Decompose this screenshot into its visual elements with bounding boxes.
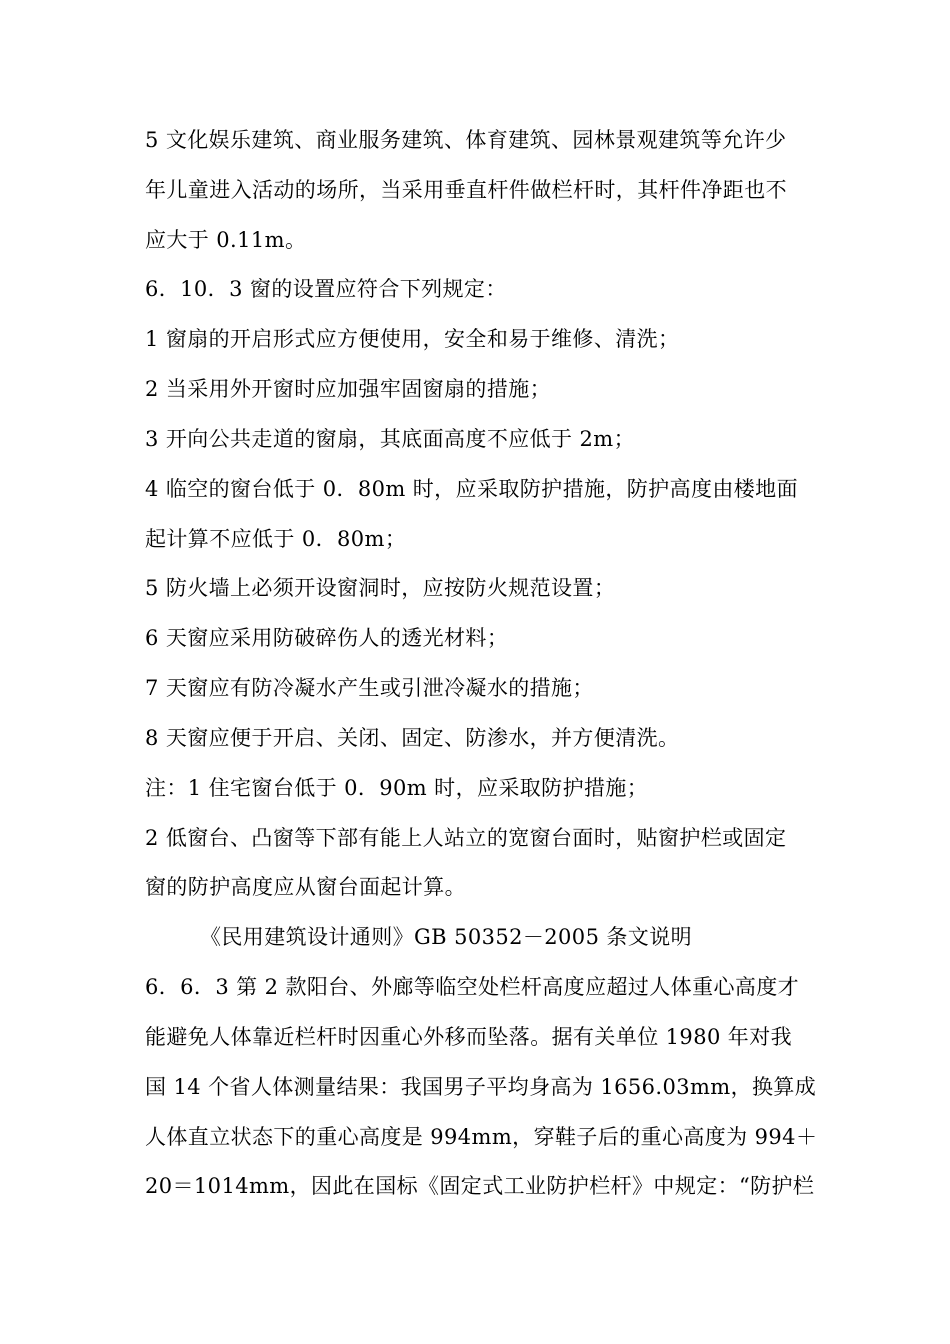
- text-line: 7 天窗应有防冷凝水产生或引泄冷凝水的措施；: [145, 676, 594, 700]
- text-line: 1 窗扇的开启形式应方便使用，安全和易于维修、清洗；: [145, 327, 680, 351]
- text-line: 2 低窗台、凸窗等下部有能上人站立的宽窗台面时，贴窗护栏或固定: [145, 826, 787, 850]
- text-line: 应大于 0.11m。: [145, 228, 307, 252]
- note-line: 注：1 住宅窗台低于 0．90m 时，应采取防护措施；: [145, 776, 649, 800]
- text-line: 20＝1014mm，因此在国标《固定式工业防护栏杆》中规定：“防护栏: [145, 1174, 815, 1198]
- text-line: 窗的防护高度应从窗台面起计算。: [145, 875, 466, 899]
- text-line: 4 临空的窗台低于 0．80m 时，应采取防护措施，防护高度由楼地面: [145, 477, 798, 501]
- text-line: 能避免人体靠近栏杆时因重心外移而坠落。据有关单位 1980 年对我: [145, 1025, 792, 1049]
- clause-heading: 6．10．3 窗的设置应符合下列规定：: [145, 277, 507, 301]
- text-line: 8 天窗应便于开启、关闭、固定、防渗水，并方便清洗。: [145, 726, 680, 750]
- section-title: 《民用建筑设计通则》GB 50352－2005 条文说明: [200, 925, 693, 949]
- text-line: 国 14 个省人体测量结果：我国男子平均身高为 1656.03mm，换算成: [145, 1075, 817, 1099]
- text-line: 6 天窗应采用防破碎伤人的透光材料；: [145, 626, 509, 650]
- text-line: 6．6．3 第 2 款阳台、外廊等临空处栏杆高度应超过人体重心高度才: [145, 975, 800, 999]
- text-line: 起计算不应低于 0．80m；: [145, 527, 407, 551]
- text-line: 2 当采用外开窗时应加强牢固窗扇的措施；: [145, 377, 552, 401]
- text-line: 5 文化娱乐建筑、商业服务建筑、体育建筑、园林景观建筑等允许少: [145, 128, 787, 152]
- text-line: 3 开向公共走道的窗扇，其底面高度不应低于 2m；: [145, 427, 635, 451]
- text-line: 人体直立状态下的重心高度是 994mm，穿鞋子后的重心高度为 994＋: [145, 1125, 818, 1149]
- text-line: 5 防火墙上必须开设窗洞时，应按防火规范设置；: [145, 576, 616, 600]
- text-line: 年儿童进入活动的场所，当采用垂直杆件做栏杆时，其杆件净距也不: [145, 178, 787, 202]
